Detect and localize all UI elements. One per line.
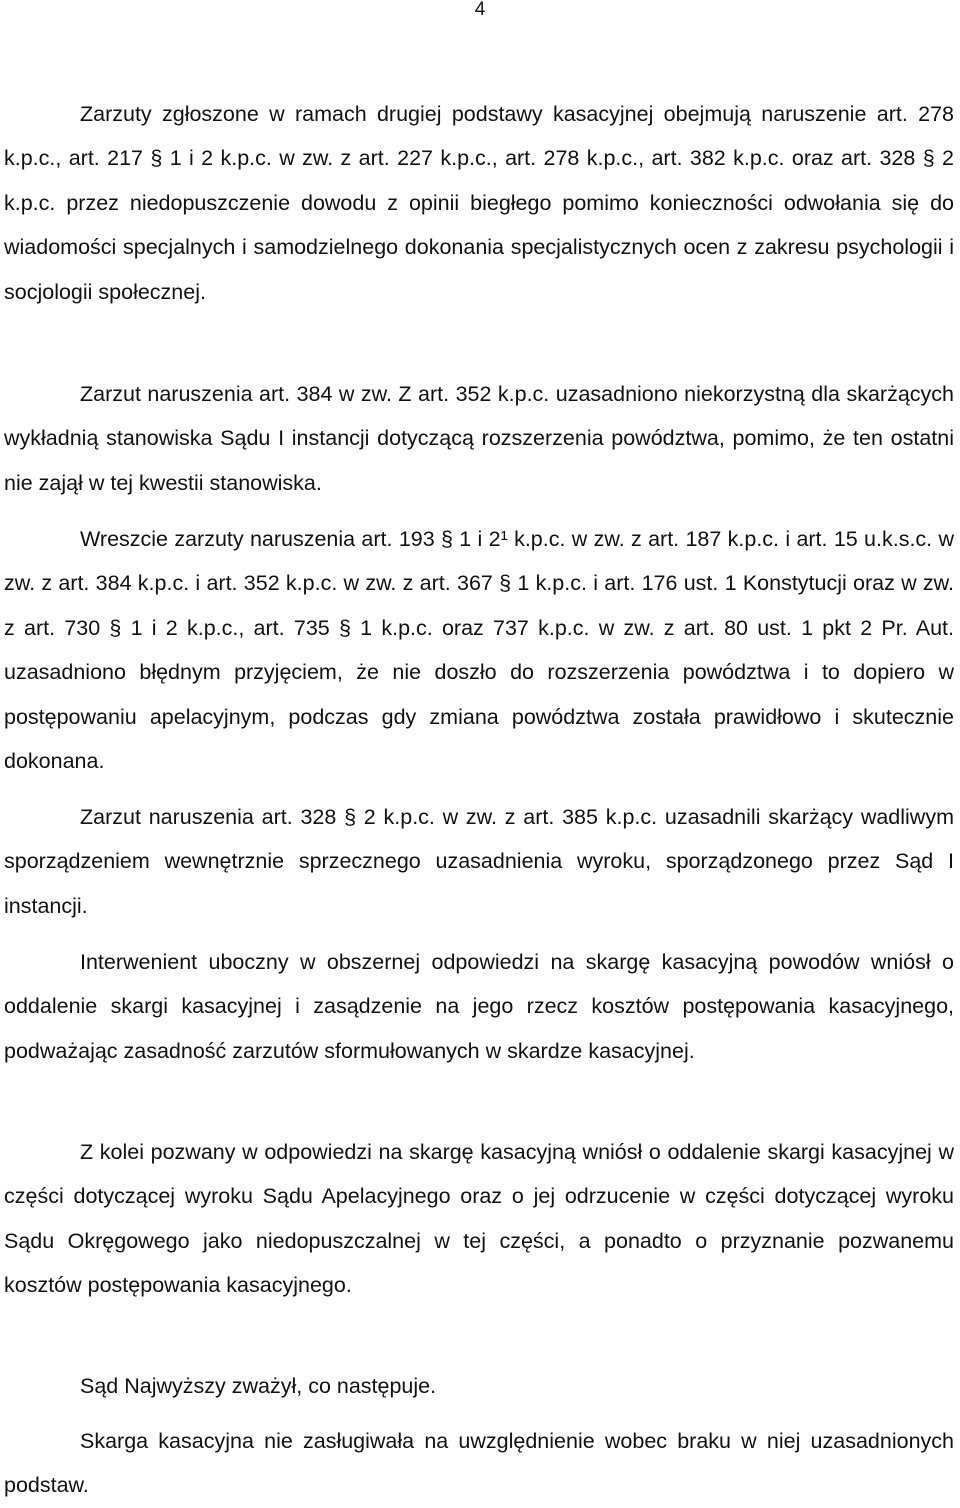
paragraph-court-considered: Sąd Najwyższy zważył, co następuje. bbox=[80, 1374, 437, 1398]
paragraph-defendant-response: Z kolei pozwany w odpowiedzi na skargę kasacyjną wniósł o oddalenie skargi kasacyjnej w części dotyczącej wyroku Sądu Apelacyjnego oraz o jej odrzucenie w części dotyczącej wyroku Sądu Okręgowego jako niedopuszczalnej w tej części, a ponadto o przyznanie pozwanemu kosztów postępowania kasacyjnego. bbox=[4, 1140, 954, 1298]
paragraph-intervener-response: Interwenient uboczny w obszernej odpowiedzi na skargę kasacyjną powodów wniósł o oddalenie skargi kasacyjnej i zasądzenie na jego rzecz kosztów postępowania kasacyjnego, podważając zasadność zarzutów sformułowanych w skardze kasacyjnej. bbox=[4, 950, 954, 1063]
paragraph-complaint-unfounded: Skarga kasacyjna nie zasługiwała na uwzględnienie wobec braku w niej uzasadnionych podstaw. bbox=[4, 1429, 954, 1498]
page-number: 4 bbox=[474, 0, 486, 20]
paragraph-second-basis-charges: Zarzuty zgłoszone w ramach drugiej podstawy kasacyjnej obejmują naruszenie art. 278 k.p.c., art. 217 § 1 i 2 k.p.c. w zw. z art. 227 k.p.c., art. 278 k.p.c., art. 382 k.p.c. oraz art. 328 § 2 k.p.c. przez niedopuszczenie dowodu z opinii biegłego pomimo konieczności odwołania się do wiadomości specjalnych i samodzielnego dokonania specjalistycznych ocen z zakresu psychologii i socjologii społecznej. bbox=[4, 102, 954, 304]
paragraph-art-384-charge: Zarzut naruszenia art. 384 w zw. Z art. 352 k.p.c. uzasadniono niekorzystną dla skarżących wykładnią stanowiska Sądu I instancji dotyczącą rozszerzenia powództwa, pomimo, że ten ostatni nie zajął w tej kwestii stanowiska. bbox=[4, 382, 954, 495]
paragraph-art-328-charge: Zarzut naruszenia art. 328 § 2 k.p.c. w zw. z art. 385 k.p.c. uzasadnili skarżący wadliwym sporządzeniem wewnętrznie sprzecznego uzasadnienia wyroku, sporządzonego przez Sąd I instancji. bbox=[4, 805, 954, 918]
paragraph-art-193-charges: Wreszcie zarzuty naruszenia art. 193 § 1 i 2¹ k.p.c. w zw. z art. 187 k.p.c. i art. 15 u.k.s.c. w zw. z art. 384 k.p.c. i art. 352 k.p.c. w zw. z art. 367 § 1 k.p.c. i art. 176 ust. 1 Konstytucji oraz w zw. z art. 730 § 1 i 2 k.p.c., art. 735 § 1 k.p.c. oraz 737 k.p.c. w zw. z art. 80 ust. 1 pkt 2 Pr. Aut. uzasadniono błędnym przyjęciem, że nie doszło do rozszerzenia powództwa i to dopiero w postępowaniu apelacyjnym, podczas gdy zmiana powództwa została prawidłowo i skutecznie dokonana. bbox=[4, 527, 954, 774]
